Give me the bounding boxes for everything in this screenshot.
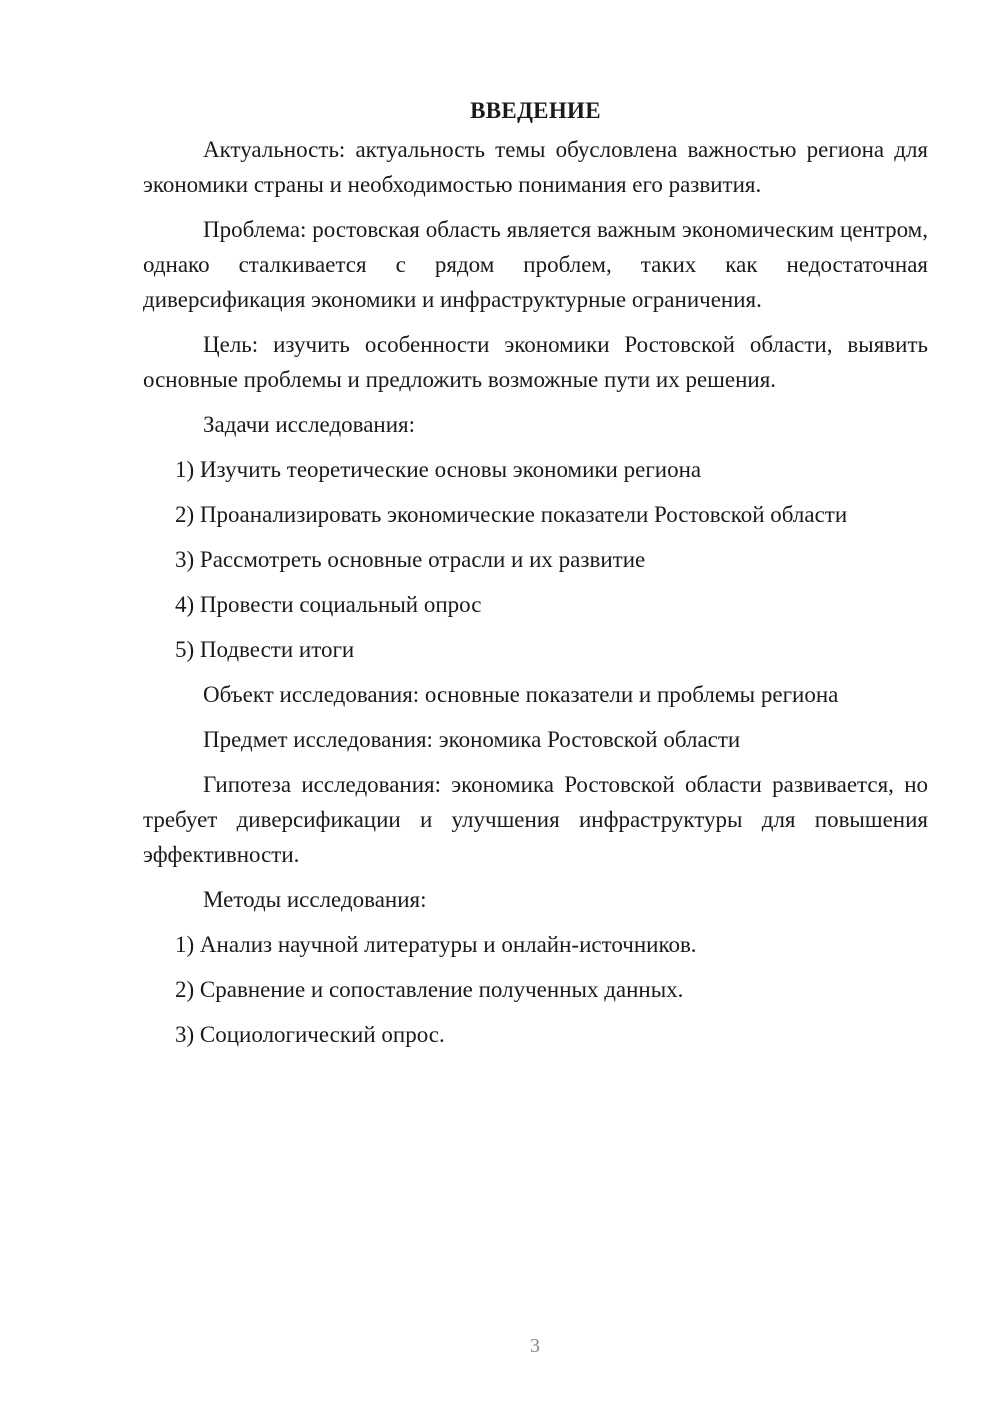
relevance-paragraph: Актуальность: актуальность темы обусловлена важностью региона для экономики страны и необходимостью понимания его развития.	[143, 137, 928, 197]
goal-paragraph: Цель: изучить особенности экономики Ростовской области, выявить основные проблемы и предложить возможные пути их решения.	[143, 332, 928, 392]
method-item: 3) Социологический опрос.	[175, 1022, 445, 1047]
task-item: 1) Изучить теоретические основы экономики региона	[175, 457, 702, 482]
subject-line: Предмет исследования: экономика Ростовской области	[203, 727, 741, 752]
task-item: 4) Провести социальный опрос	[175, 592, 482, 617]
page-content	[143, 96, 928, 1062]
page-number: 3	[530, 1335, 540, 1357]
methods-title: Методы исследования:	[203, 887, 427, 912]
section-heading: ВВЕДЕНИЕ	[470, 98, 601, 123]
hypothesis-paragraph: Гипотеза исследования: экономика Ростовской области развивается, но требует диверсификации и улучшения инфраструктуры для повышения эффективности.	[143, 772, 928, 867]
method-item: 2) Сравнение и сопоставление полученных данных.	[175, 977, 684, 1002]
method-item: 1) Анализ научной литературы и онлайн-источников.	[175, 932, 697, 957]
object-line: Объект исследования: основные показатели и проблемы региона	[203, 682, 839, 707]
task-item: 2) Проанализировать экономические показатели Ростовской области	[175, 502, 848, 527]
task-item: 5) Подвести итоги	[175, 637, 355, 662]
tasks-title: Задачи исследования:	[203, 412, 416, 437]
problem-paragraph: Проблема: ростовская область является важным экономическим центром, однако сталкивается с рядом проблем, таких как недостаточная диверсификация экономики и инфраструктурные ограничения.	[143, 217, 928, 312]
task-item: 3) Рассмотреть основные отрасли и их развитие	[175, 547, 646, 572]
